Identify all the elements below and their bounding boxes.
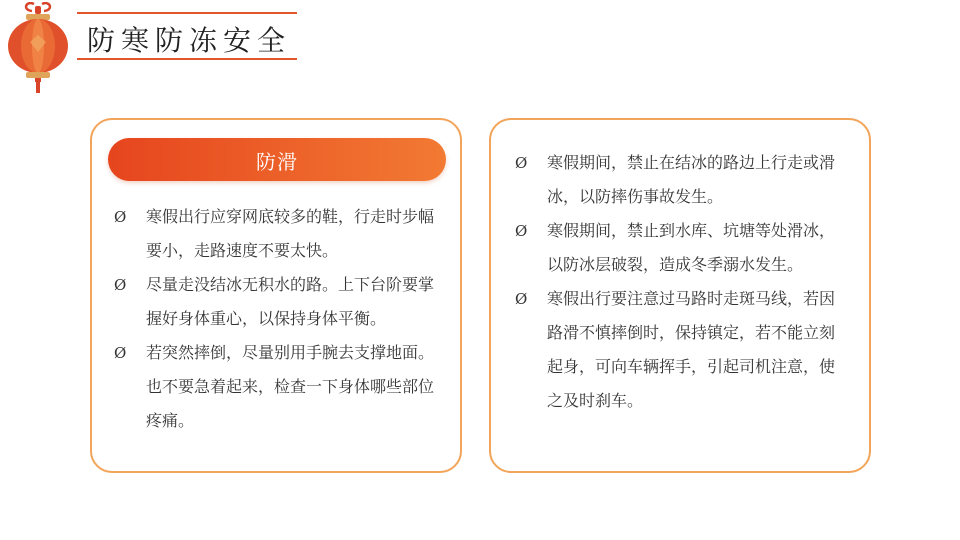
list-item-text: 若突然摔倒，尽量别用手腕去支撑地面。也不要急着起来，检查一下身体哪些部位疼痛。 [146,343,435,430]
list-item [515,282,845,418]
bullet-marker: Ø [114,208,127,226]
bullet-marker: Ø [515,154,528,172]
section-heading: 防滑 [256,150,298,174]
bullet-marker: Ø [114,276,127,294]
list-item [114,336,434,438]
red-lantern-icon [4,2,72,94]
list-item [515,146,845,214]
list-item-text: 尽量走没结冰无积水的路。上下台阶要掌握好身体重心，以保持身体平衡。 [146,275,435,328]
bullet-marker: Ø [515,290,528,308]
tips-list [515,146,845,418]
bullet-marker: Ø [515,222,528,240]
page-title: 防寒防冻安全 [87,24,292,57]
list-item-text: 寒假出行应穿网底较多的鞋，行走时步幅要小，走路速度不要太快。 [146,207,435,260]
tips-list [114,200,434,438]
bullet-marker: Ø [114,344,127,362]
list-item-text: 寒假出行要注意过马路时走斑马线，若因路滑不慎摔倒时，保持镇定，若不能立刻起身，可向车辆挥手，引起司机注意，使之及时刹车。 [547,289,836,410]
list-item-text: 寒假期间，禁止在结冰的路边上行走或滑冰，以防摔伤事故发生。 [547,153,836,206]
list-item [114,268,434,336]
list-item-text: 寒假期间，禁止到水库、坑塘等处滑冰，以防冰层破裂，造成冬季溺水发生。 [547,221,836,274]
list-item [515,214,845,282]
anti-slip-card [90,118,462,473]
list-item [114,200,434,268]
title-bar [77,12,297,60]
ice-safety-card [489,118,871,473]
section-heading-pill [108,138,446,181]
